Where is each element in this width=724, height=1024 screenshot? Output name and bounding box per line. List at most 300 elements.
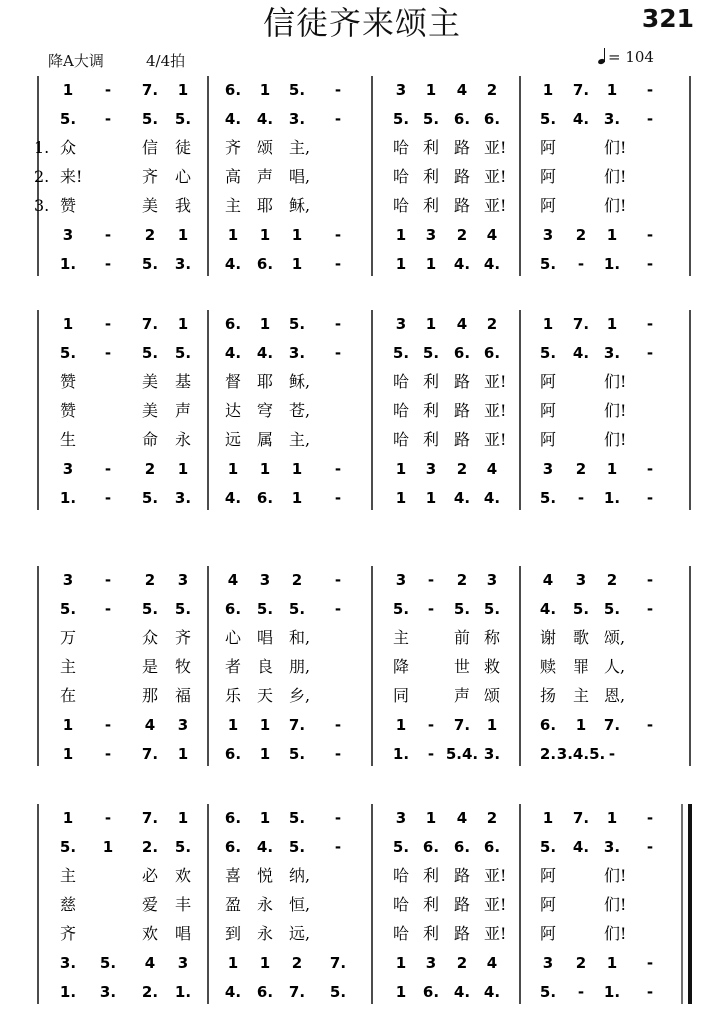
- note-digit: 7.: [141, 809, 159, 827]
- note-digit: 4.: [256, 838, 274, 856]
- note-digit: 1: [259, 809, 271, 827]
- lyric-char: 主: [573, 686, 590, 705]
- lyric-char: 主,: [289, 430, 311, 449]
- lyric-char: 来!: [60, 167, 83, 186]
- note-digit: 4: [227, 571, 239, 589]
- dash: -: [104, 716, 112, 734]
- dash: -: [646, 571, 654, 589]
- note-digit: 1: [227, 460, 239, 478]
- note-digit: 4.: [572, 110, 590, 128]
- verse-label: 1.: [34, 138, 50, 157]
- note-digit: 3: [62, 571, 74, 589]
- note-digit: 3.: [603, 110, 621, 128]
- lyric-char: 声: [454, 686, 471, 705]
- note-digit: 4: [486, 954, 498, 972]
- note-digit: 1: [575, 716, 587, 734]
- dash: -: [646, 315, 654, 333]
- dash: -: [646, 81, 654, 99]
- note-digit: 1.: [603, 983, 621, 1001]
- lyric-char: 心: [225, 628, 242, 647]
- note-digit: 3: [395, 571, 407, 589]
- lyric-char: 阿: [540, 866, 557, 885]
- dash: -: [646, 226, 654, 244]
- lyric-char: 赞: [60, 401, 77, 420]
- note-digit: 3: [177, 571, 189, 589]
- note-digit: 5.: [59, 838, 77, 856]
- dash: -: [334, 81, 342, 99]
- lyric-char: 督: [225, 372, 242, 391]
- dash: -: [577, 255, 585, 273]
- dash: -: [334, 315, 342, 333]
- note-digit: 1: [606, 315, 618, 333]
- note-digit: 7.: [453, 716, 471, 734]
- dash: -: [104, 226, 112, 244]
- note-digit: 4.: [256, 344, 274, 362]
- note-digit: 5.: [539, 983, 557, 1001]
- note-digit: 4.: [483, 489, 501, 507]
- dash: -: [646, 983, 654, 1001]
- lyric-char: 路: [454, 401, 471, 420]
- note-digit: 2: [291, 571, 303, 589]
- dash: -: [104, 344, 112, 362]
- note-digit: 5.: [256, 600, 274, 618]
- lyric-char: 爱: [142, 895, 159, 914]
- note-digit: 5.: [174, 344, 192, 362]
- lyric-char: 永: [257, 895, 274, 914]
- note-digit: 5.: [392, 600, 410, 618]
- lyric-char: 美: [142, 372, 159, 391]
- note-digit: 1: [259, 745, 271, 763]
- lyric-char: 亚!: [484, 401, 507, 420]
- note-digit: 1: [606, 954, 618, 972]
- lyric-char: 亚!: [484, 372, 507, 391]
- lyric-char: 齐: [60, 924, 77, 943]
- dash: -: [577, 489, 585, 507]
- note-digit: 3: [425, 954, 437, 972]
- note-digit: 2.: [539, 745, 557, 763]
- lyric-char: 主: [60, 657, 77, 676]
- note-digit: 3: [62, 226, 74, 244]
- note-digit: 1: [395, 255, 407, 273]
- lyric-char: 们!: [604, 372, 627, 391]
- lyric-char: 们!: [604, 196, 627, 215]
- note-digit: 3: [575, 571, 587, 589]
- note-digit: 1.: [59, 983, 77, 1001]
- note-digit: 1: [62, 81, 74, 99]
- note-digit: 7.: [329, 954, 347, 972]
- lyric-char: 主: [393, 628, 410, 647]
- note-digit: 3: [542, 460, 554, 478]
- lyric-char: 路: [454, 924, 471, 943]
- note-digit: 1: [291, 489, 303, 507]
- lyric-char: 利: [423, 430, 440, 449]
- lyric-char: 们!: [604, 138, 627, 157]
- note-digit: 2: [575, 460, 587, 478]
- lyric-char: 亚!: [484, 167, 507, 186]
- lyric-char: 必: [142, 866, 159, 885]
- lyric-char: 前: [454, 628, 471, 647]
- lyric-char: 远: [225, 430, 242, 449]
- note-digit: 5.: [288, 809, 306, 827]
- dash: -: [104, 315, 112, 333]
- lyric-char: 歌: [573, 628, 590, 647]
- lyric-char: 亚!: [484, 430, 507, 449]
- note-digit: 5.4.: [445, 745, 479, 763]
- lyric-char: 朋,: [289, 657, 311, 676]
- lyric-char: 阿: [540, 167, 557, 186]
- note-digit: 3.: [99, 983, 117, 1001]
- note-digit: 6.: [224, 809, 242, 827]
- note-digit: 1: [395, 983, 407, 1001]
- dash: -: [334, 838, 342, 856]
- hymn-title: 信徒齐来颂主: [262, 4, 461, 42]
- note-digit: 2.: [141, 838, 159, 856]
- dash: -: [608, 745, 616, 763]
- note-digit: 3.: [288, 344, 306, 362]
- note-digit: 6.: [453, 344, 471, 362]
- lyric-char: 恒,: [289, 895, 311, 914]
- verse-label: 2.: [34, 167, 50, 186]
- note-digit: 5.: [288, 315, 306, 333]
- lyric-char: 慈: [60, 895, 77, 914]
- lyric-char: 们!: [604, 430, 627, 449]
- lyric-char: 齐: [142, 167, 159, 186]
- note-digit: 4.: [453, 983, 471, 1001]
- note-digit: 3: [486, 571, 498, 589]
- note-digit: 1: [102, 838, 114, 856]
- lyric-char: 阿: [540, 196, 557, 215]
- note-digit: 1.: [59, 489, 77, 507]
- note-digit: 5.: [141, 489, 159, 507]
- note-digit: 3.: [59, 954, 77, 972]
- note-digit: 1: [395, 954, 407, 972]
- note-digit: 1: [542, 81, 554, 99]
- lyric-char: 救: [484, 657, 501, 676]
- note-digit: 1: [227, 954, 239, 972]
- lyric-char: 乡,: [289, 686, 311, 705]
- note-digit: 1: [259, 81, 271, 99]
- dash: -: [646, 809, 654, 827]
- dash: -: [646, 344, 654, 362]
- lyric-char: 亚!: [484, 138, 507, 157]
- lyric-char: 赎: [540, 657, 557, 676]
- note-digit: 2: [575, 226, 587, 244]
- note-digit: 1: [425, 315, 437, 333]
- dash: -: [334, 110, 342, 128]
- lyric-char: 罪: [573, 657, 590, 676]
- lyric-char: 稣,: [289, 372, 311, 391]
- note-digit: 4.: [453, 255, 471, 273]
- verse-label: 3.: [34, 196, 50, 215]
- lyric-char: 耶: [257, 196, 274, 215]
- note-digit: 3: [395, 809, 407, 827]
- note-digit: 4: [456, 315, 468, 333]
- key-signature: 降A大调: [48, 52, 104, 70]
- note-digit: 2: [606, 571, 618, 589]
- lyric-char: 利: [423, 196, 440, 215]
- lyric-char: 是: [142, 657, 159, 676]
- lyric-char: 阿: [540, 895, 557, 914]
- note-digit: 6.: [224, 600, 242, 618]
- note-digit: 1.: [603, 489, 621, 507]
- lyric-char: 美: [142, 196, 159, 215]
- note-digit: 3: [425, 226, 437, 244]
- note-digit: 3.: [603, 344, 621, 362]
- dash: -: [334, 226, 342, 244]
- lyric-char: 路: [454, 372, 471, 391]
- lyric-char: 赞: [60, 196, 77, 215]
- dash: -: [646, 838, 654, 856]
- note-digit: 1: [62, 745, 74, 763]
- note-digit: 7.: [572, 809, 590, 827]
- note-digit: 1: [259, 954, 271, 972]
- dash: -: [334, 344, 342, 362]
- dash: -: [577, 983, 585, 1001]
- lyric-char: 盈: [225, 895, 242, 914]
- note-digit: 5.: [141, 255, 159, 273]
- note-digit: 1: [606, 81, 618, 99]
- note-digit: 6.: [422, 983, 440, 1001]
- dash: -: [646, 600, 654, 618]
- note-digit: 1: [259, 226, 271, 244]
- lyric-char: 哈: [393, 196, 410, 215]
- note-digit: 5.: [539, 344, 557, 362]
- note-digit: 1: [227, 716, 239, 734]
- dash: -: [334, 255, 342, 273]
- lyric-char: 阿: [540, 138, 557, 157]
- note-digit: 4.: [453, 489, 471, 507]
- note-digit: 5.: [141, 344, 159, 362]
- note-digit: 4: [486, 226, 498, 244]
- note-digit: 6.: [224, 745, 242, 763]
- note-digit: 5.: [392, 838, 410, 856]
- note-digit: 1: [395, 226, 407, 244]
- lyric-char: 纳,: [289, 866, 311, 885]
- note-digit: 1: [291, 460, 303, 478]
- lyric-char: 到: [225, 924, 242, 943]
- note-digit: 2: [144, 226, 156, 244]
- lyric-char: 利: [423, 401, 440, 420]
- lyric-char: 路: [454, 430, 471, 449]
- dash: -: [646, 489, 654, 507]
- lyric-char: 齐: [225, 138, 242, 157]
- lyric-char: 喜: [225, 866, 242, 885]
- note-digit: 6.: [483, 344, 501, 362]
- lyric-char: 人,: [604, 657, 626, 676]
- note-digit: 1: [425, 809, 437, 827]
- note-digit: 5.: [422, 110, 440, 128]
- note-digit: 1: [395, 489, 407, 507]
- lyric-char: 路: [454, 895, 471, 914]
- note-digit: 3.4.5.: [556, 745, 606, 763]
- dash: -: [646, 460, 654, 478]
- dash: -: [104, 460, 112, 478]
- lyric-char: 美: [142, 401, 159, 420]
- note-digit: 1: [259, 315, 271, 333]
- note-digit: 2: [144, 460, 156, 478]
- lyric-char: 世: [454, 657, 471, 676]
- lyric-char: 哈: [393, 401, 410, 420]
- note-digit: 5.: [288, 745, 306, 763]
- note-digit: 5.: [392, 110, 410, 128]
- note-digit: 2: [456, 460, 468, 478]
- lyric-char: 属: [257, 430, 274, 449]
- note-digit: 1: [259, 716, 271, 734]
- note-digit: 1.: [392, 745, 410, 763]
- dash: -: [334, 716, 342, 734]
- lyric-char: 哈: [393, 924, 410, 943]
- note-digit: 6.: [256, 255, 274, 273]
- note-digit: 2: [486, 809, 498, 827]
- note-digit: 3: [177, 716, 189, 734]
- lyric-char: 称: [484, 628, 501, 647]
- lyric-char: 哈: [393, 866, 410, 885]
- note-digit: 1: [425, 255, 437, 273]
- lyric-char: 们!: [604, 895, 627, 914]
- note-digit: 5.: [572, 600, 590, 618]
- note-digit: 7.: [288, 983, 306, 1001]
- lyric-char: 利: [423, 924, 440, 943]
- dash: -: [334, 809, 342, 827]
- note-digit: 4.: [224, 344, 242, 362]
- dash: -: [334, 571, 342, 589]
- dash: -: [427, 571, 435, 589]
- note-digit: 7.: [141, 81, 159, 99]
- note-digit: 4: [542, 571, 554, 589]
- note-digit: 6.: [256, 489, 274, 507]
- note-digit: 6.: [453, 110, 471, 128]
- note-digit: 3: [542, 954, 554, 972]
- note-digit: 4.: [572, 344, 590, 362]
- note-digit: 1: [291, 226, 303, 244]
- lyric-char: 穹: [257, 401, 274, 420]
- note-digit: 1.: [59, 255, 77, 273]
- lyric-char: 唱,: [289, 167, 311, 186]
- lyric-char: 欢: [175, 866, 192, 885]
- dash: -: [334, 460, 342, 478]
- note-digit: 1: [227, 226, 239, 244]
- note-digit: 5.: [59, 110, 77, 128]
- note-digit: 4: [456, 809, 468, 827]
- dash: -: [646, 716, 654, 734]
- note-digit: 2: [486, 81, 498, 99]
- note-digit: 5.: [288, 81, 306, 99]
- note-digit: 6.: [224, 81, 242, 99]
- note-digit: 6.: [224, 315, 242, 333]
- lyric-char: 万: [60, 628, 77, 647]
- lyric-char: 利: [423, 167, 440, 186]
- lyric-char: 达: [225, 401, 242, 420]
- dash: -: [104, 809, 112, 827]
- lyric-char: 永: [257, 924, 274, 943]
- note-digit: 5.: [539, 255, 557, 273]
- lyric-char: 众: [142, 628, 159, 647]
- lyric-char: 在: [60, 686, 77, 705]
- note-digit: 1: [177, 226, 189, 244]
- lyric-char: 主,: [289, 138, 311, 157]
- lyric-char: 乐: [225, 686, 242, 705]
- note-digit: 2.: [141, 983, 159, 1001]
- dash: -: [334, 489, 342, 507]
- note-digit: 2: [456, 571, 468, 589]
- lyric-char: 远,: [289, 924, 311, 943]
- dash: -: [104, 600, 112, 618]
- note-digit: 1: [177, 745, 189, 763]
- lyric-char: 主: [60, 866, 77, 885]
- note-digit: 1: [177, 809, 189, 827]
- lyric-char: 路: [454, 866, 471, 885]
- lyric-char: 牧: [175, 657, 192, 676]
- lyric-char: 路: [454, 167, 471, 186]
- dash: -: [104, 255, 112, 273]
- note-digit: 5.: [174, 838, 192, 856]
- note-digit: 4.: [224, 489, 242, 507]
- note-digit: 5.: [288, 600, 306, 618]
- note-digit: 1: [62, 315, 74, 333]
- note-digit: 6.: [224, 838, 242, 856]
- note-digit: 5.: [539, 489, 557, 507]
- lyric-char: 众: [60, 138, 77, 157]
- note-digit: 3: [62, 460, 74, 478]
- note-digit: 1: [62, 809, 74, 827]
- lyric-char: 悦: [257, 866, 274, 885]
- note-digit: 7.: [603, 716, 621, 734]
- lyric-char: 阿: [540, 372, 557, 391]
- dash: -: [104, 81, 112, 99]
- note-digit: 3: [177, 954, 189, 972]
- note-digit: 1: [395, 460, 407, 478]
- lyric-char: 亚!: [484, 895, 507, 914]
- lyric-char: 利: [423, 895, 440, 914]
- note-digit: 5.: [99, 954, 117, 972]
- lyric-char: 我: [175, 196, 192, 215]
- note-digit: 3: [395, 315, 407, 333]
- note-digit: 2: [456, 954, 468, 972]
- note-digit: 4: [144, 954, 156, 972]
- note-digit: 4.: [224, 110, 242, 128]
- note-digit: 7.: [141, 745, 159, 763]
- note-digit: 3.: [174, 255, 192, 273]
- lyric-char: 生: [60, 430, 77, 449]
- note-digit: 1: [606, 226, 618, 244]
- lyric-char: 阿: [540, 401, 557, 420]
- lyric-char: 阿: [540, 430, 557, 449]
- note-digit: 2: [575, 954, 587, 972]
- note-digit: 5.: [288, 838, 306, 856]
- note-digit: 3.: [483, 745, 501, 763]
- lyric-char: 赞: [60, 372, 77, 391]
- lyric-char: 良: [257, 657, 274, 676]
- note-digit: 6.: [453, 838, 471, 856]
- dash: -: [427, 600, 435, 618]
- lyric-char: 哈: [393, 167, 410, 186]
- note-digit: 5.: [141, 110, 159, 128]
- dash: -: [104, 745, 112, 763]
- note-digit: 3.: [174, 489, 192, 507]
- note-digit: 3: [259, 571, 271, 589]
- note-digit: 1: [177, 81, 189, 99]
- hymn-number: 321: [641, 4, 694, 33]
- note-digit: 1: [425, 489, 437, 507]
- lyric-char: 亚!: [484, 866, 507, 885]
- lyric-char: 扬: [540, 686, 557, 705]
- note-digit: 1: [425, 81, 437, 99]
- note-digit: 1: [259, 460, 271, 478]
- dash: -: [334, 600, 342, 618]
- note-digit: 5.: [59, 600, 77, 618]
- note-digit: 4.: [483, 255, 501, 273]
- lyric-char: 稣,: [289, 196, 311, 215]
